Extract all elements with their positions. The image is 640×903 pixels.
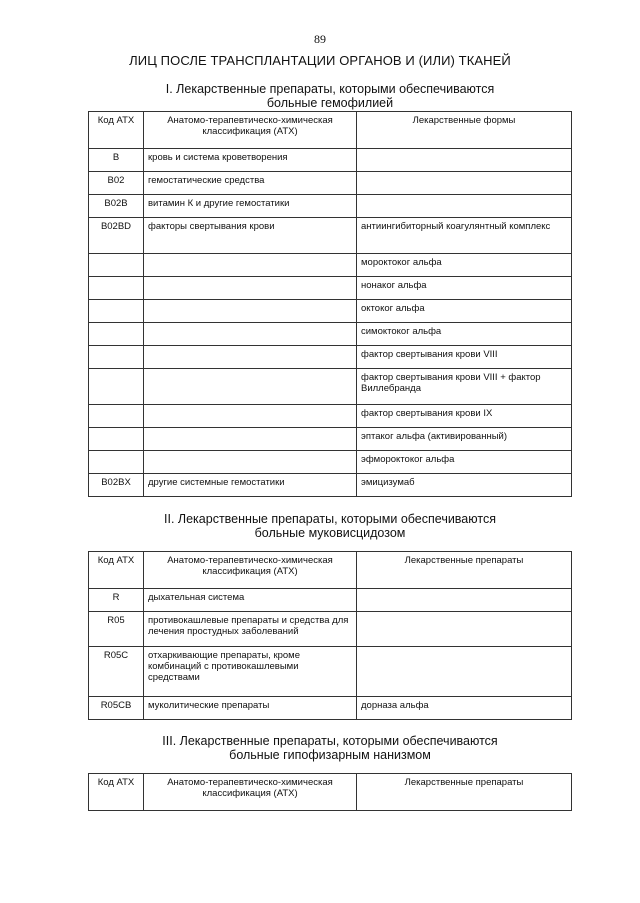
cell-form <box>357 149 572 172</box>
table-row <box>89 697 572 720</box>
table-row <box>89 612 572 647</box>
cell-form <box>357 589 572 612</box>
cell-code: B02 <box>89 172 144 195</box>
cell-code <box>89 300 144 323</box>
table-row <box>89 405 572 428</box>
cell-form: октоког альфа <box>357 300 572 323</box>
cell-classification: дыхательная система <box>144 589 357 612</box>
cell-code: B02BX <box>89 474 144 497</box>
cell-form: дорназа альфа <box>357 697 572 720</box>
cell-classification: гемостатические средства <box>144 172 357 195</box>
cell-form: эптаког альфа (активированный) <box>357 428 572 451</box>
cell-form <box>357 612 572 647</box>
section-2-title <box>120 512 540 540</box>
cell-form: нонаког альфа <box>357 277 572 300</box>
table-row <box>89 346 572 369</box>
cell-code: B <box>89 149 144 172</box>
table-row <box>89 428 572 451</box>
table-row <box>89 172 572 195</box>
header-classification: Анатомо-терапевтическо-химическая классификация (АТХ) <box>144 112 357 149</box>
header-code: Код АТХ <box>89 552 144 589</box>
table-row <box>89 254 572 277</box>
header-drugs: Лекарственные препараты <box>357 774 572 811</box>
header-code: Код АТХ <box>89 774 144 811</box>
section-1-title <box>120 82 540 110</box>
section-2-title-line2: больные муковисцидозом <box>254 526 406 540</box>
section-2-title-line1: II. Лекарственные препараты, которыми обеспечиваются <box>164 512 496 526</box>
cell-classification: другие системные гемостатики <box>144 474 357 497</box>
cell-code <box>89 428 144 451</box>
table-row <box>89 474 572 497</box>
table-header-row <box>89 112 572 149</box>
cell-classification <box>144 369 357 405</box>
table-header-row <box>89 552 572 589</box>
cell-form <box>357 195 572 218</box>
cell-classification <box>144 346 357 369</box>
table-row <box>89 195 572 218</box>
table-row <box>89 369 572 405</box>
table-row <box>89 149 572 172</box>
table-row <box>89 451 572 474</box>
cell-classification: кровь и система кроветворения <box>144 149 357 172</box>
cell-classification <box>144 254 357 277</box>
table-cystic-fibrosis <box>88 551 572 720</box>
cell-code <box>89 451 144 474</box>
cell-code <box>89 254 144 277</box>
cell-classification: противокашлевые препараты и средства для лечения простудных заболеваний <box>144 612 357 647</box>
cell-code <box>89 369 144 405</box>
section-3-title-line1: III. Лекарственные препараты, которыми обеспечиваются <box>162 734 498 748</box>
cell-code: R <box>89 589 144 612</box>
table-hemophilia <box>88 111 572 497</box>
cell-form: фактор свертывания крови VIII <box>357 346 572 369</box>
table-row <box>89 323 572 346</box>
cell-code: R05CB <box>89 697 144 720</box>
cell-code <box>89 323 144 346</box>
section-1-title-line1: I. Лекарственные препараты, которыми обеспечиваются <box>165 82 495 96</box>
table-row <box>89 277 572 300</box>
cell-code <box>89 346 144 369</box>
cell-code: R05C <box>89 647 144 697</box>
cell-form: антиингибиторный коагулянтный комплекс <box>357 218 572 254</box>
table-pituitary-nanism <box>88 773 572 811</box>
header-code: Код АТХ <box>89 112 144 149</box>
cell-classification: витамин К и другие гемостатики <box>144 195 357 218</box>
cell-form <box>357 647 572 697</box>
table-row <box>89 589 572 612</box>
cell-code <box>89 405 144 428</box>
cell-code <box>89 277 144 300</box>
cell-form: фактор свертывания крови IX <box>357 405 572 428</box>
cell-classification <box>144 277 357 300</box>
cell-classification: муколитические препараты <box>144 697 357 720</box>
table-row <box>89 218 572 254</box>
section-1-title-line2: больные гемофилией <box>266 96 394 110</box>
cell-form: фактор свертывания крови VIII + фактор Виллебранда <box>357 369 572 405</box>
header-forms: Лекарственные формы <box>357 112 572 149</box>
header-drugs: Лекарственные препараты <box>357 552 572 589</box>
cell-form: симоктоког альфа <box>357 323 572 346</box>
section-3-title <box>120 734 540 762</box>
table-row <box>89 647 572 697</box>
section-3-title-line2: больные гипофизарным нанизмом <box>229 748 431 762</box>
cell-classification <box>144 300 357 323</box>
cell-form: эфмороктоког альфа <box>357 451 572 474</box>
cell-classification <box>144 323 357 346</box>
cell-classification: отхаркивающие препараты, кроме комбинаций с противокашлевыми средствами <box>144 647 357 697</box>
cell-classification <box>144 428 357 451</box>
cell-code: B02B <box>89 195 144 218</box>
cell-form: эмицизумаб <box>357 474 572 497</box>
header-classification: Анатомо-терапевтическо-химическая классификация (АТХ) <box>144 774 357 811</box>
page-number: 89 <box>314 32 326 46</box>
table-header-row <box>89 774 572 811</box>
header-classification: Анатомо-терапевтическо-химическая классификация (АТХ) <box>144 552 357 589</box>
cell-form: мороктоког альфа <box>357 254 572 277</box>
cell-code: B02BD <box>89 218 144 254</box>
cell-form <box>357 172 572 195</box>
cell-classification: факторы свертывания крови <box>144 218 357 254</box>
cell-code: R05 <box>89 612 144 647</box>
table-row <box>89 300 572 323</box>
cell-classification <box>144 405 357 428</box>
cell-classification <box>144 451 357 474</box>
page-heading: ЛИЦ ПОСЛЕ ТРАНСПЛАНТАЦИИ ОРГАНОВ И (ИЛИ) ТКАНЕЙ <box>129 53 511 68</box>
